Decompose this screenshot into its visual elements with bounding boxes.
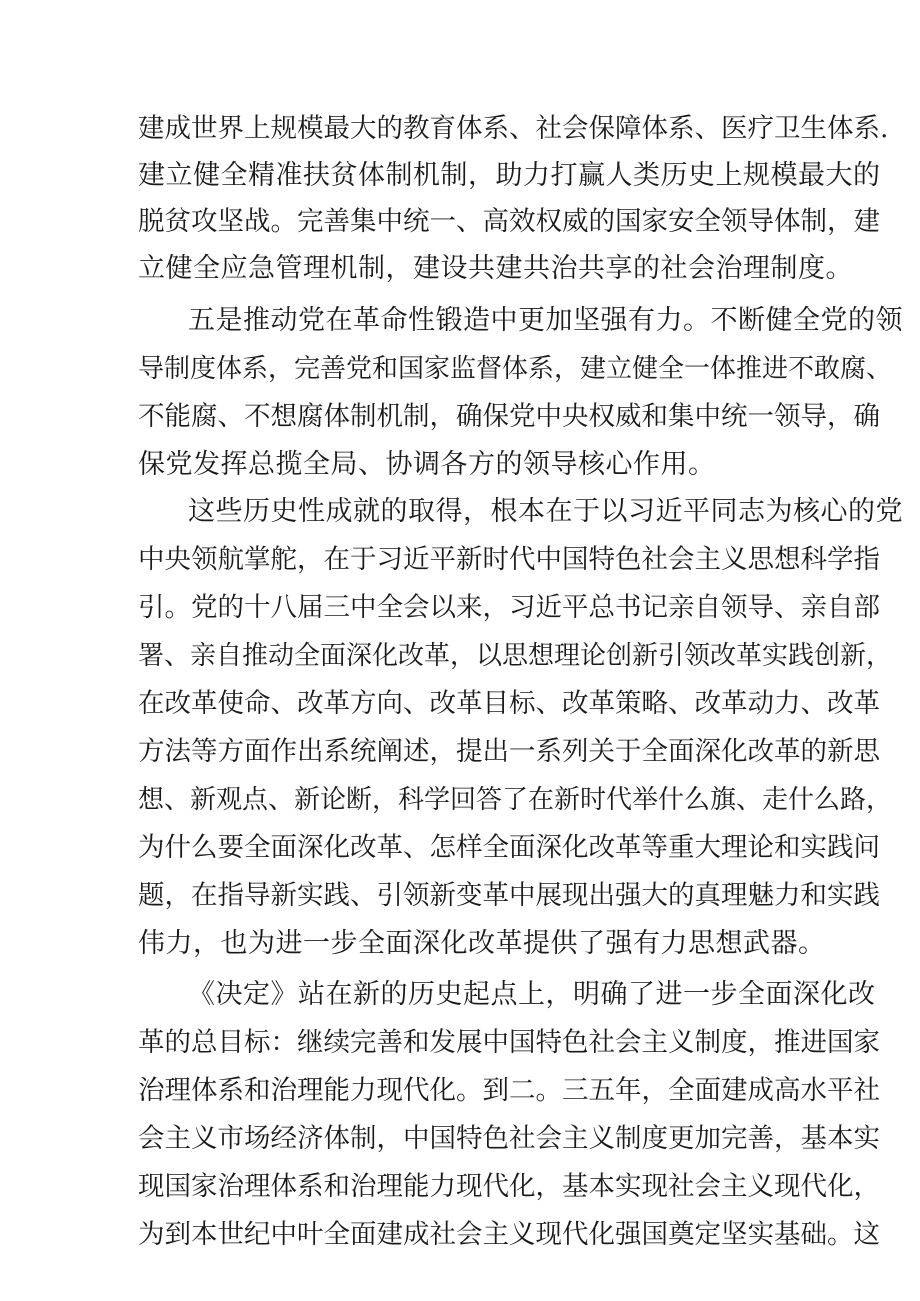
text-line: 现国家治理体系和治理能力现代化，基本实现社会主义现代化， [138,1171,880,1202]
text-line: 为什么要全面深化改革、怎样全面深化改革等重大理论和实践问 [138,832,880,863]
text-line: 引。党的十八届三中全会以来，习近平总书记亲自领导、亲自部 [138,592,880,623]
text-line: 在改革使命、改革方向、改革目标、改革策略、改革动力、改革 [138,688,880,719]
paragraph-first-line: 《决定》站在新的历史起点上，明确了进一步全面深化改 [188,979,876,1010]
text-line: 革的总目标：继续完善和发展中国特色社会主义制度，推进国家 [138,1027,880,1058]
text-line: 署、亲自推动全面深化改革，以思想理论创新引领改革实践创新， [138,641,893,671]
text-line: 中央领航掌舵，在于习近平新时代中国特色社会主义思想科学指 [138,544,880,575]
text-line: 治理体系和治理能力现代化。到二。三五年，全面建成高水平社 [138,1075,880,1106]
text-line: 立健全应急管理机制，建设共建共治共享的社会治理制度。 [138,253,853,284]
text-line: 想、新观点、新论断，科学回答了在新时代举什么旗、走什么路， [138,785,893,815]
text-line: 伟力，也为进一步全面深化改革提供了强有力思想武器。 [138,928,826,959]
text-line: 为到本世纪中叶全面建成社会主义现代化强国奠定坚实基础。这 [138,1219,880,1250]
text-line: 脱贫攻坚战。完善集中统一、高效权威的国家安全领导体制，建 [138,206,880,237]
paragraph-first-line: 五是推动党在革命性锻造中更加坚强有力。不断健全党的领 [188,305,903,336]
text-line: 不能腐、不想腐体制机制，确保党中央权威和集中统一领导，确 [138,401,880,432]
text-line: 建立健全精准扶贫体制机制，助力打赢人类历史上规模最大的 [138,160,881,191]
text-line: 导制度体系，完善党和国家监督体系，建立健全一体推进不敢腐、 [138,354,893,384]
text-line: 方法等方面作出系统阐述，提出一系列关于全面深化改革的新思 [138,736,880,767]
paragraph-first-line: 这些历史性成就的取得，根本在于以习近平同志为核心的党 [188,496,903,527]
text-line: 建成世界上规模最大的教育体系、社会保障体系、医疗卫生体系. [138,113,889,144]
text-line: 会主义市场经济体制，中国特色社会主义制度更加完善，基本实 [138,1123,880,1154]
text-line: 题，在指导新实践、引领新变革中展现出强大的真理魅力和实践 [138,880,880,911]
text-line: 保党发挥总揽全局、协调各方的领导核心作用。 [138,449,716,480]
